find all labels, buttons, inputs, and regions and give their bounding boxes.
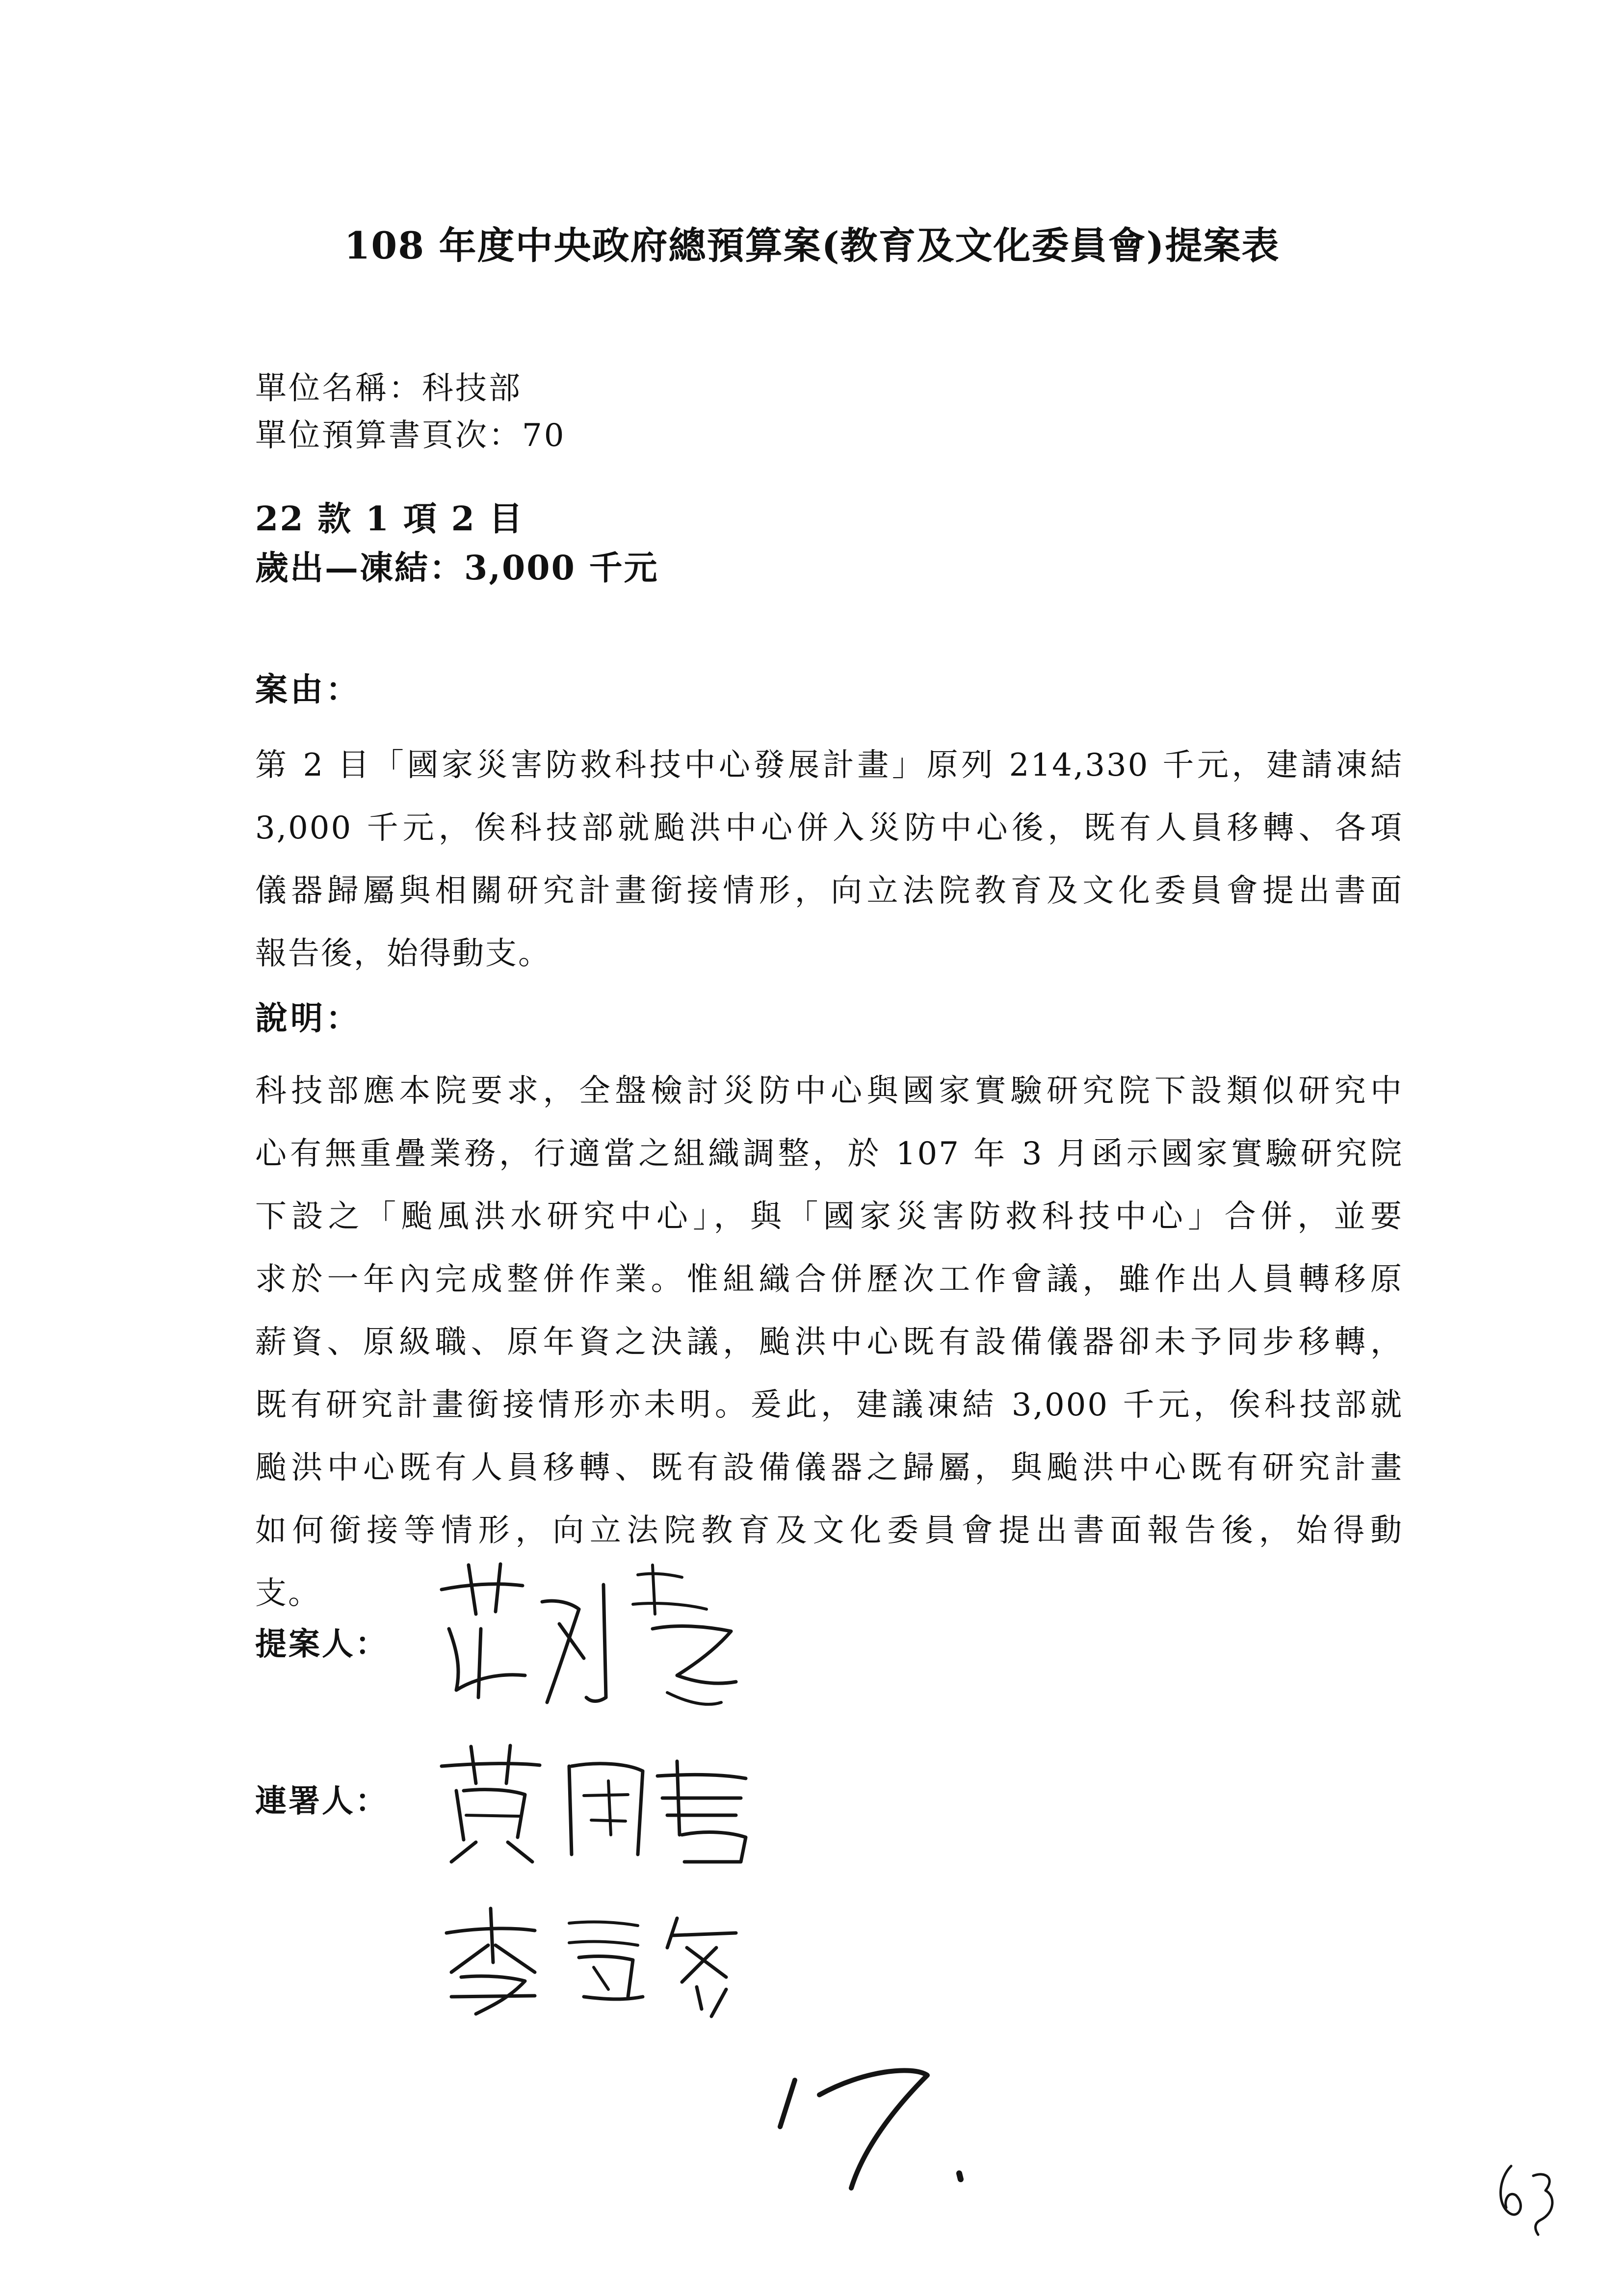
reason-heading: 案由： (255, 670, 361, 708)
reason-line: 第 2 目「國家災害防救科技中心發展計畫」原列 214,330 千元，建請凍結 (255, 747, 1403, 783)
page-title: 108 年度中央政府總預算案(教育及文化委員會)提案表 (344, 224, 1280, 267)
unit-name: 單位名稱：科技部 (255, 370, 522, 407)
item-reference: 22 款 1 項 2 目 (255, 499, 524, 539)
reason-line: 3,000 千元，俟科技部就颱洪中心併入災防中心後，既有人員移轉、各項 (255, 810, 1403, 846)
explanation-line: 科技部應本院要求，全盤檢討災防中心與國家實驗研究院下設類似研究中 (255, 1073, 1403, 1109)
explanation-line: 颱洪中心既有人員移轉、既有設備儀器之歸屬，與颱洪中心既有研究計畫 (255, 1450, 1403, 1486)
explanation-line: 薪資、原級職、原年資之決議，颱洪中心既有設備儀器卻未予同步移轉， (255, 1324, 1403, 1360)
proposer-signature-drawing (422, 1555, 765, 1722)
reason-line: 儀器歸屬與相關研究計畫銜接情形，向立法院教育及文化委員會提出書面 (255, 873, 1403, 909)
explanation-heading: 說明： (255, 999, 361, 1037)
handwritten-number-drawing (765, 2051, 981, 2198)
cosigner-signature-drawing-1 (422, 1737, 775, 1869)
cosigner-label: 連署人： (255, 1783, 389, 1820)
cosigner-signature-drawing-2 (422, 1899, 756, 2021)
proposer-label: 提案人： (255, 1626, 389, 1663)
explanation-line: 下設之「颱風洪水研究中心」，與「國家災害防救科技中心」合併，並要 (255, 1199, 1403, 1235)
budget-page: 單位預算書頁次：70 (255, 417, 566, 454)
page-mark-drawing (1487, 2154, 1565, 2247)
explanation-line: 求於一年內完成整併作業。惟組織合併歷次工作會議，雖作出人員轉移原 (255, 1261, 1403, 1298)
explanation-line: 心有無重疊業務，行適當之組織調整，於 107 年 3 月函示國家實驗研究院 (255, 1136, 1403, 1172)
explanation-line: 支。 (255, 1575, 321, 1612)
explanation-line: 如何銜接等情形，向立法院教育及文化委員會提出書面報告後，始得動 (255, 1513, 1403, 1549)
explanation-line: 既有研究計畫銜接情形亦未明。爰此，建議凍結 3,000 千元，俟科技部就 (255, 1387, 1403, 1423)
freeze-amount: 歲出—凍結：3,000 千元 (255, 548, 659, 588)
reason-line: 報告後，始得動支。 (255, 936, 551, 972)
